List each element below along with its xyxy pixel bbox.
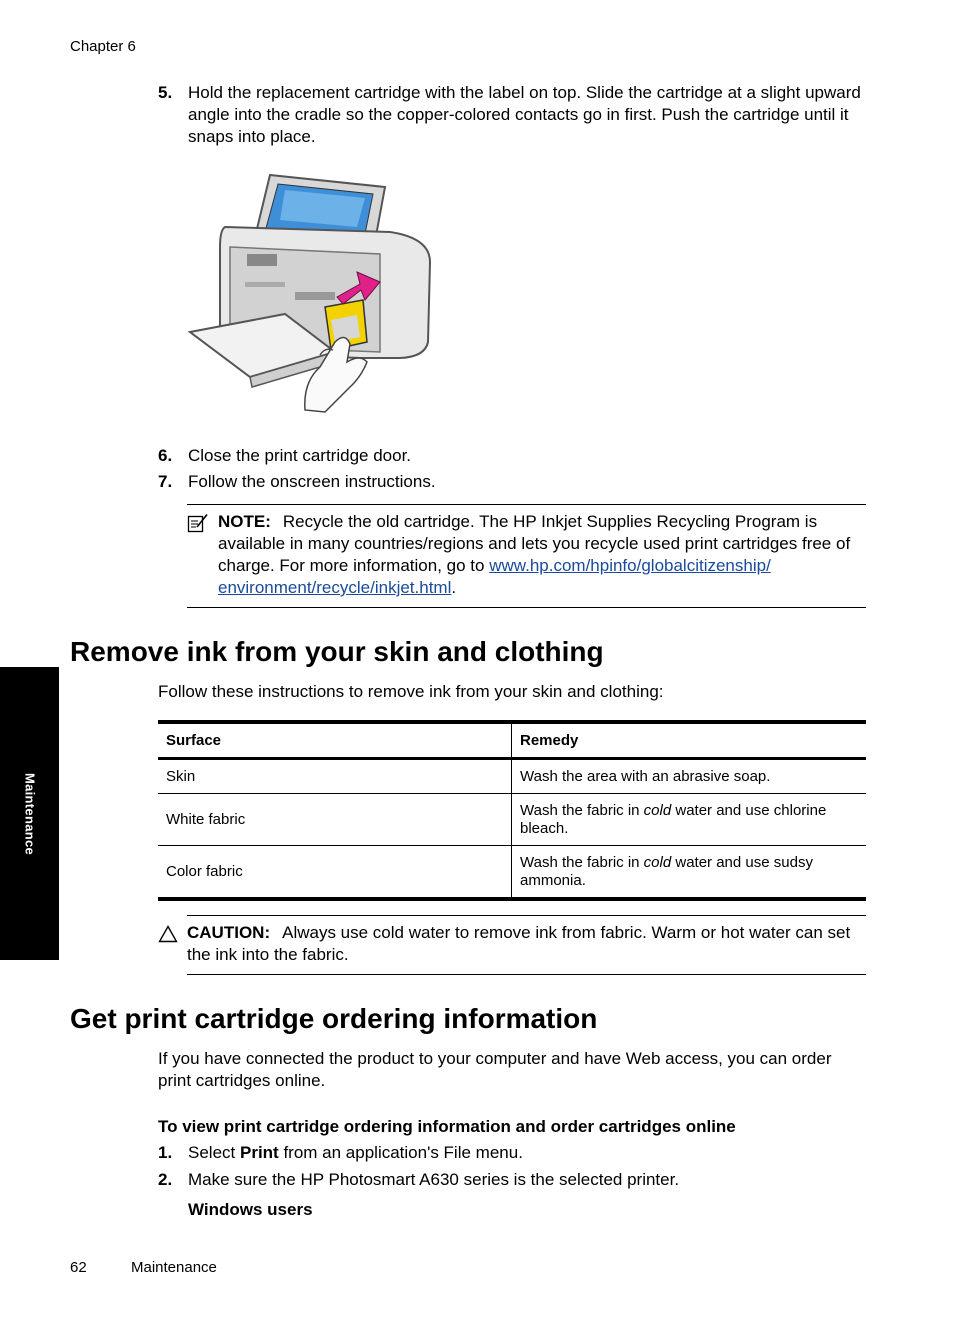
step-text: Follow the onscreen instructions. xyxy=(188,472,436,491)
note-label: NOTE: xyxy=(218,512,271,531)
section-intro: Follow these instructions to remove ink from your skin and clothing: xyxy=(158,682,664,701)
caution-triangle-icon xyxy=(158,925,178,943)
note-text: Recycle the old cartridge. The HP Inkjet Supplies Recycling Program is available in many countries/regions and lets you recycle used print cartridges free of charge. For more information, go to xyxy=(218,512,851,575)
surface-cell: Skin xyxy=(158,759,512,794)
step-number: 7. xyxy=(158,472,173,491)
page-number: 62 xyxy=(70,1259,87,1276)
footer-section: Maintenance xyxy=(131,1259,217,1276)
remedy-cell: Wash the fabric in cold water and use chlorine bleach. xyxy=(512,794,867,846)
printer-cartridge-illustration xyxy=(185,172,435,417)
note-box xyxy=(187,504,866,608)
table-header-row xyxy=(158,722,866,759)
step-text: Close the print cartridge door. xyxy=(188,446,412,465)
table-row xyxy=(158,759,866,794)
procedure-heading: To view print cartridge ordering information and order cartridges online xyxy=(158,1117,736,1136)
remedy-cell: Wash the fabric in cold water and use sudsy ammonia. xyxy=(520,853,813,889)
step-number: 5. xyxy=(158,83,173,102)
column-header-surface: Surface xyxy=(158,722,512,759)
section-title-ordering: Get print cartridge ordering information xyxy=(70,1003,598,1034)
caution-box xyxy=(158,915,866,975)
side-tab-label: Maintenance xyxy=(22,772,37,855)
chapter-side-tab xyxy=(0,667,59,960)
chapter-header: Chapter 6 xyxy=(70,38,136,55)
caution-text: Always use cold water to remove ink from fabric. Warm or hot water can set the ink into the fabric. xyxy=(187,923,851,964)
caution-label: CAUTION: xyxy=(187,923,271,942)
note-end: . xyxy=(451,578,457,597)
remedy-cell: Wash the area with an abrasive soap. xyxy=(512,759,867,794)
step-number: 2. xyxy=(158,1170,173,1189)
step-text: Select Print from an application's File menu. xyxy=(188,1143,523,1162)
recycle-link[interactable]: www.hp.com/hpinfo/globalcitizenship/ environment/recycle/inkjet.html xyxy=(218,556,771,597)
order-step-2 xyxy=(158,1169,868,1191)
step-number: 1. xyxy=(158,1143,173,1162)
section-intro: If you have connected the product to your computer and have Web access, you can order print cartridges online. xyxy=(158,1049,832,1090)
surface-cell: Color fabric xyxy=(158,846,512,900)
note-pencil-icon xyxy=(187,513,209,533)
ink-removal-table xyxy=(158,720,866,901)
step-number: 6. xyxy=(158,446,173,465)
step-6 xyxy=(158,445,868,467)
step-7 xyxy=(158,471,868,493)
column-header-remedy: Remedy xyxy=(512,722,867,759)
windows-users-heading: Windows users xyxy=(188,1200,313,1219)
section-title-remove-ink: Remove ink from your skin and clothing xyxy=(70,636,604,667)
surface-cell: White fabric xyxy=(158,794,512,846)
table-row xyxy=(158,846,866,900)
order-step-1 xyxy=(158,1142,868,1164)
step-text: Hold the replacement cartridge with the label on top. Slide the cartridge at a slight upward angle into the cradle so the copper-colored contacts go in first. Push the cartridge until it snaps into place. xyxy=(188,83,861,146)
step-text: Make sure the HP Photosmart A630 series is the selected printer. xyxy=(188,1170,680,1189)
step-5 xyxy=(158,82,868,148)
table-row xyxy=(158,794,866,846)
